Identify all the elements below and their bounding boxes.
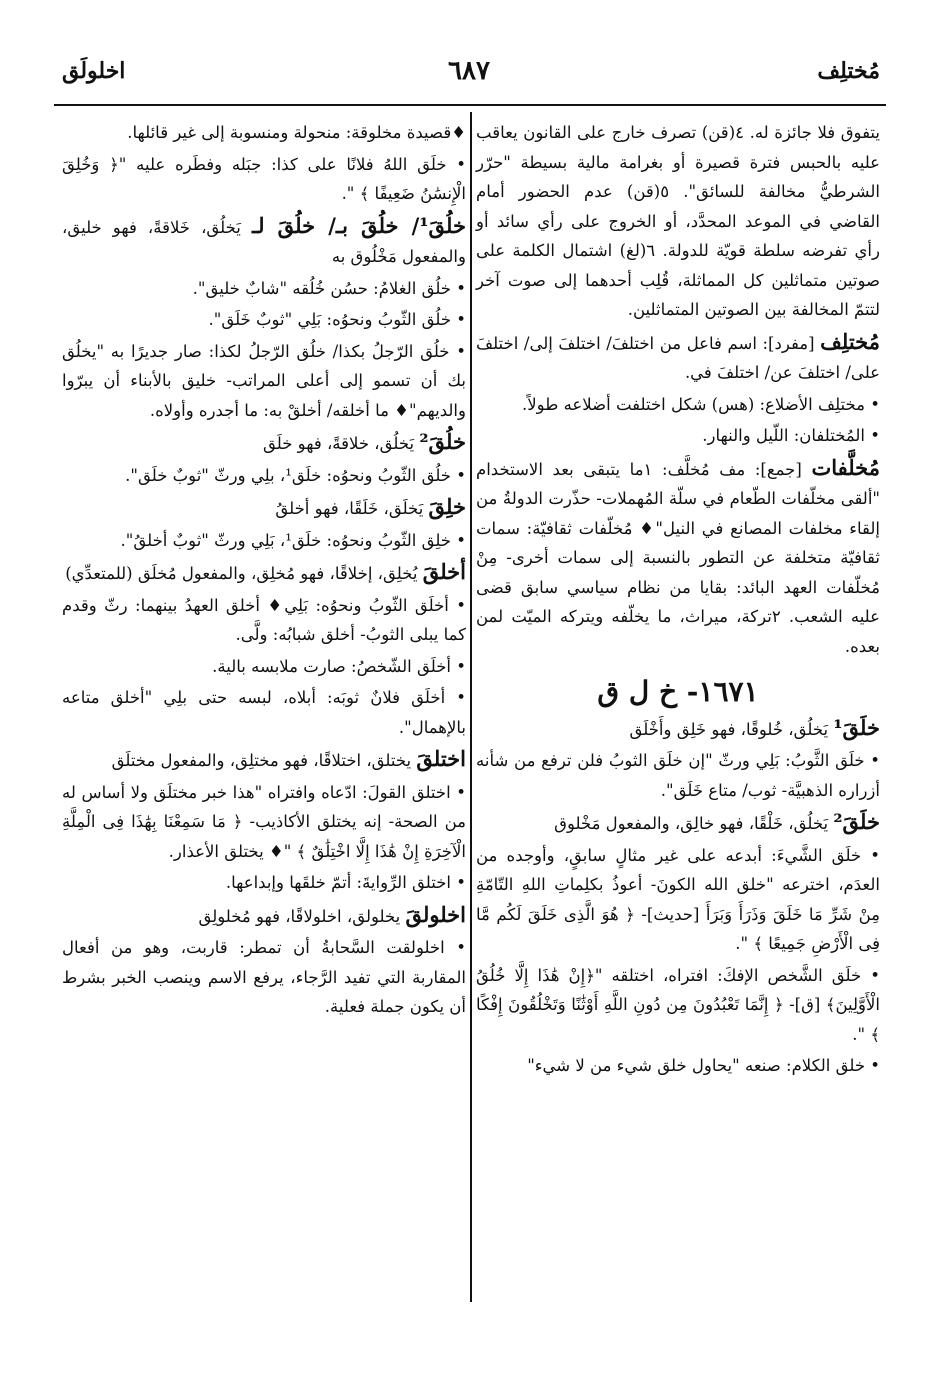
entry-sense: • المُختلفان: اللّيل والنهار. bbox=[702, 426, 880, 445]
entry-sense: • خلُق الثّوبُ ونحوُه: بَلِي "ثوبٌ خَلَق". bbox=[208, 310, 466, 329]
entry-headword: مُخلَّفات bbox=[811, 454, 880, 480]
entry-sense: • أخلَق الشّخصُ: صارت ملابسه بالية. bbox=[212, 656, 466, 676]
entry-sense: يتفوق فلا جائزة له. ٤(قن) تصرف خارج على القانون يعاقب عليه بالحبس فترة قصيرة أو بغرامة مالية بسيطة "حرّر الشرطيُّ مخالفة للسائق". ٥(قن) عدم الحضور أمام القاضي في الموعد المحدَّد، أو الخروج على رأي سائد أو رأي تفرضه سلطة قويّة للدولة. ٦(لغ) اشتمال الكلمة على صوتين متماثلين كل المماثلة، قُلِب أحدهما إلى صوت آخر لتتمّ المخالفة بين الصوتين المتماثلين. bbox=[476, 123, 880, 319]
entry-headword: اختلقَ bbox=[416, 746, 466, 771]
entry-sense: • أخلَق الثّوبُ ونحوُه: بَلِي♦ أخلق العهدُ بينهما: رثّ وقدم كما يبلى الثوبُ- أخلق شبابُه: ولَّى. bbox=[62, 595, 466, 644]
dictionary-entry bbox=[62, 744, 466, 776]
entry-headword: مُختلِف bbox=[820, 328, 880, 354]
entry-definition: يَخلُق، خَلاقةً، فهو خليق، والمفعول مَخْلُوق به bbox=[62, 217, 466, 266]
entry-definition: يُخلِق، إخلاقًا، فهو مُخلِق، والمفعول مُخلَق (للمتعدِّي) bbox=[65, 564, 423, 583]
entry-sense: • خلَق الشَّيءَ: أبدعه على غير مثالٍ سابقٍ، وأوجده من العدَم، اخترعه "خلق الله الكونَ- أعوذُ بكلِماتِ اللهِ التّامّةِ مِنْ شَرِّ مَا خَلَقَ وَذَرَأَ وَبَرَأَ [حديث]- ﴿ هُوَ الَّذِى خَلَقَ لَكُم مَّا فِى الْأَرْضِ جَمِيعًا ﴾ ". bbox=[476, 845, 880, 953]
entry-headword: خلُقَ² bbox=[419, 429, 466, 454]
dictionary-entry bbox=[476, 453, 880, 662]
entry-definition: يَخلُق، خَلْقًا، فهو خالِق، والمفعول مَخْلوق bbox=[554, 814, 834, 833]
header-last-headword: اخلولَق bbox=[62, 58, 126, 84]
entry-sense: • خلِق الثّوبُ ونحوُه: خلَق¹، بَلِي ورثّ "ثوبٌ أخلقُ". bbox=[120, 530, 466, 550]
dictionary-entry bbox=[62, 557, 466, 589]
entry-sense: • خلق الكلام: صنعه "يحاول خلق شيء من لا شيء" bbox=[527, 1056, 880, 1075]
entry-sense: • اختلق الرِّوايةَ: أتمّ خلقَها وإبداعها. bbox=[225, 873, 466, 892]
entry-definition: [جمع]: مف مُخلَّف: ١ما يتبقى بعد الاستخدام "ألقى مخلّفات الطّعام في سلّة المُهملات- حذّرت الدولةُ من إلقاء مخلفات المصانع في النيل"♦ مُخلّفات ثقافيّة: سمات ثقافيّة متخلفة عن التطور بالنسبة إلى سمات أخرى- مِنْ مُخلّفات العهد البائد: بقايا من نظام سياسي سابق قضى عليه الشعب. ٢تركة، ميراث، ما يخلّفه ويتركه الميّت لمن بعده. bbox=[476, 459, 880, 656]
left-column bbox=[62, 118, 466, 1024]
entry-headword: خلَقَ¹ bbox=[833, 714, 880, 740]
dictionary-entry bbox=[476, 713, 880, 745]
entry-sense: ♦قصيدة مخلوقة: منحولة ومنسوبة إلى غير قائلها. bbox=[127, 123, 466, 142]
entry-definition: يختلق، اختلاقًا، فهو مختلِق، والمفعول مختلَق bbox=[111, 751, 417, 770]
entry-headword: اخلولقَ bbox=[405, 901, 466, 927]
dictionary-entry bbox=[62, 211, 466, 272]
entry-headword: خلُقَ¹/ خلُقَ بـ/ خلُقَ لـ bbox=[251, 212, 466, 238]
entry-sense: • خلُق الرّجلُ بكذا/ خلُق الرّجلُ لكذا: صار جديرًا به "يخلُق بك أن تسمو إلى أعلى المراتب- خليق بالأبناء أن يبرّوا والديهم"♦ ما أخلقه/ أخلقْ به: ما أجدره وأولاه. bbox=[62, 341, 466, 420]
dictionary-entry bbox=[62, 492, 466, 524]
column-divider bbox=[470, 112, 472, 1302]
dictionary-entry bbox=[476, 327, 880, 388]
entry-sense: • اخلولقت السَّحابةُ أن تمطر: قاربت، وهو من أفعال المقاربة التي تفيد الرَّجاء، يرفع الاسم وينصب الخبر بشرط أن يكون جملة فعلية. bbox=[62, 938, 466, 1016]
page-number: ٦٨٧ bbox=[448, 56, 490, 86]
entry-headword: خلِقَ bbox=[428, 494, 466, 519]
entry-definition: يَخلُق، خُلوقًا، فهو خَلِق وأَخْلَق bbox=[629, 719, 834, 739]
dictionary-entry bbox=[62, 427, 466, 459]
header-first-headword: مُختلِف bbox=[817, 58, 880, 84]
entry-sense: • خلُق الغلامُ: حسُن خُلُقه "شابٌ خليق". bbox=[192, 278, 466, 298]
entry-definition: يخلولق، اخلولاقًا، فهو مُخلولِق bbox=[198, 906, 406, 926]
page-header bbox=[0, 56, 938, 96]
entry-definition: يَخلُق، خلاقةً، فهو خلَق bbox=[263, 434, 420, 453]
dictionary-entry bbox=[476, 807, 880, 839]
entry-sense: • خلَق الشَّخص الإفكَ: افتراه، اختلقه "﴿إِنْ هَٰذَا إِلَّا خُلُقُ الْأَوَّلِينَ﴾ [ق]- ﴿ إِنَّمَا تَعْبُدُونَ مِن دُونِ اللَّهِ أَوْثَٰنًا وَتَخْلُقُونَ إِفْكًا ﴾ ". bbox=[476, 965, 880, 1044]
entry-sense: • خلَق الثَّوبُ: بَلِي ورثّ "إن خلَق الثوبُ فلن ترفع من شأنه أزراره الذهبيَّة- ثوب/ متاع خَلَق". bbox=[476, 751, 880, 800]
entry-headword: خلَقَ² bbox=[833, 809, 880, 834]
root-section-heading: ١٦٧١- خ ل ق bbox=[597, 675, 759, 708]
entry-headword: أخلقَ bbox=[422, 559, 466, 584]
entry-sense: • أخلَق فلانٌ ثوبَه: أبلاه، لبسه حتى بلِي "أخلق متاعه بالإهمال". bbox=[62, 688, 466, 737]
dictionary-entry bbox=[62, 900, 466, 932]
entry-sense: • خلَق اللهُ فلانًا على كذا: جبَله وفطَره عليه "﴿ وَخُلِقَ الْإِنسَٰنُ ضَعِيفًا ﴾ ". bbox=[62, 154, 466, 203]
entry-sense: • اختلق القولَ: ادّعاه وافتراه "هذا خبر مختلَق ولا أساس له من الصحة- إنه يختلق الأكاذيب- ﴿ مَا سَمِعْنَا بِهَٰذَا فِى الْمِلَّةِ الْآخِرَةِ إِنْ هَٰذَا إِلَّا اخْتِلَٰقٌ ﴾ "♦ يختلق الأعذار. bbox=[62, 782, 466, 861]
entry-definition: [مفرد]: اسم فاعل من اختلفَ/ اختلفَ إلى/ اختلفَ على/ اختلفَ عن/ اختلفَ في. bbox=[476, 333, 880, 382]
header-rule bbox=[54, 104, 886, 106]
entry-sense: • خلُق الثّوبُ ونحوُه: خلَق¹، بلِي ورثّ "ثوبٌ خلَق". bbox=[125, 465, 466, 485]
entry-definition: يَخلَق، خَلَقًا، فهو أخلقُ bbox=[275, 499, 429, 518]
right-column bbox=[476, 118, 880, 1083]
entry-sense: • مختلِف الأضلاع: (هس) شكل اختلفت أضلاعه طولاً. bbox=[522, 394, 880, 414]
